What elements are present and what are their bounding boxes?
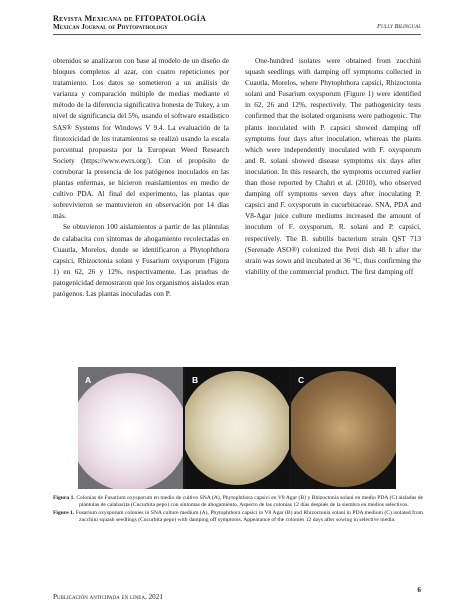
header-divider [53,34,421,35]
caption-en-label: Figure 1. [53,509,75,516]
left-paragraph-1: obtenidos se analizaron con base al modelo de un diseño de bloques completos al azar, con cuatro repeticiones por tratamiento. Los datos se sometieron a un análisis de varianza y comparación múltiple de medias mediante el método de la diferencia significativa honesta de Tukey, a un nivel de significancia del 5%, usando el software estadístico SAS® Systems for Windows V 9.4. La evaluación de la fitotoxicidad de los tratamientos se realizó usando la escala porcentual propuesta por la European Weed Research Society (https://www.ewrs.org/). Con el propósito de corroborar la presencia de los patógenos inoculados en las plantas enfermas, se hicieron reaislamientos en medio de cultivo PDA. Al final del experimento, las plantas que sobrevivieron se mantuvieron en observación por 14 días más. [53,57,229,221]
panel-letter-c: C [298,375,305,385]
petri-dish-cream-colony-icon [185,371,289,485]
footer-publication-note: Publicación anticipada en línea, 2021 [53,593,163,601]
figure-panel-b [185,367,289,489]
right-paragraph-1: One-hundred isolates were obtained from zucchini squash seedlings with damping off symptoms collected in Cuautla, Morelos, where Phytophthora capsici, Rhizoctonia solani and Fusarium oxysporum (Figure 1) were identified in 62, 26 and 12%, respectively. The pathogenicity tests confirmed that the isolated organisms were pathogenic. The plants inoculated with P. capsici showed damping off symptoms four days after inoculation, whereas the plants which were independently inoculated with F. oxysporum and R. solani showed disease symptoms six days after inoculation. In this research, the symptoms occurred earlier than those reported by Chahri et al. (2010), who observed damping off symptoms seven days after inoculating P. capsici and F. oxysporum in cucurbitaceae. SNA, PDA and V8-Agar juice culture mediums increased the amount of inoculum of F. oxysporum, R. solani and P. capsici, respectively. The B. subtilis bacterium strain QST 713 (Serenade ASO®) colonized the Petri dish 48 h after the strain was sown and incubated at 36 °C, thus confirming the viability of the commercial product. The first damping off [245,57,421,276]
petri-dish-pink-white-colony-icon [78,373,183,489]
panel-letter-a: A [85,375,92,385]
caption-en-text: Fusarium oxysporum colonies in SNA culture medium (A), Phytophthora capsici in V8 Agar (B) and Rhizoctonia solani in PDA medium (C) isolated from zucchini squash seedlings (Cucurbita pepo) with damping off symptoms. Appearance of the colonies 12 days after sowing in selective media. [75,509,423,524]
journal-title-es: Revista Mexicana de FITOPATOLOGÍA [53,14,207,23]
left-column-spanish [53,56,229,300]
caption-es-label: Figura 1. [53,495,75,501]
page-number: 6 [417,586,421,594]
header-right-label: Fully Bilingual [376,23,421,30]
figure-panel-c [291,367,396,489]
page-header [53,14,421,32]
caption-es-text: Colonias de Fusarium oxysporum en medio de cultivo SNA (A), Phytophthora capsici en V8 Agar (B) y Rhizoctonia solani en medio PDA (C) aisladas de plántulas de calabacita (Cucurbita pepo) con síntomas de ahogamiento. Aspecto de las colonias 12 días después de la siembra en medios selectivos. [76,495,423,509]
left-paragraph-2: Se obtuvieron 100 aislamientos a partir de las plántulas de calabacita con síntomas de ahogamiento recolectadas en Cuautla, Morelos, donde se identificaron a Phytophthora capsici, Rhizoctonia solani y Fusarium oxysporum (Figura 1) en 62, 26 y 12%, respectivamente. Las pruebas de patogenicidad demostraron que los organismos aislados eran patógenos. Las plantas inoculadas con P. [53,223,229,298]
right-column-english [245,56,421,278]
journal-title-en: Mexican Journal of Phytopathology [53,23,168,31]
figure-1-petri-dishes [78,367,396,489]
petri-dish-brown-colony-icon [291,371,396,487]
page-footer [53,586,421,604]
caption-spanish [53,495,423,510]
panel-letter-b: B [192,375,199,385]
figure-caption [53,495,423,525]
figure-panel-a [78,367,183,489]
caption-english [53,510,423,525]
